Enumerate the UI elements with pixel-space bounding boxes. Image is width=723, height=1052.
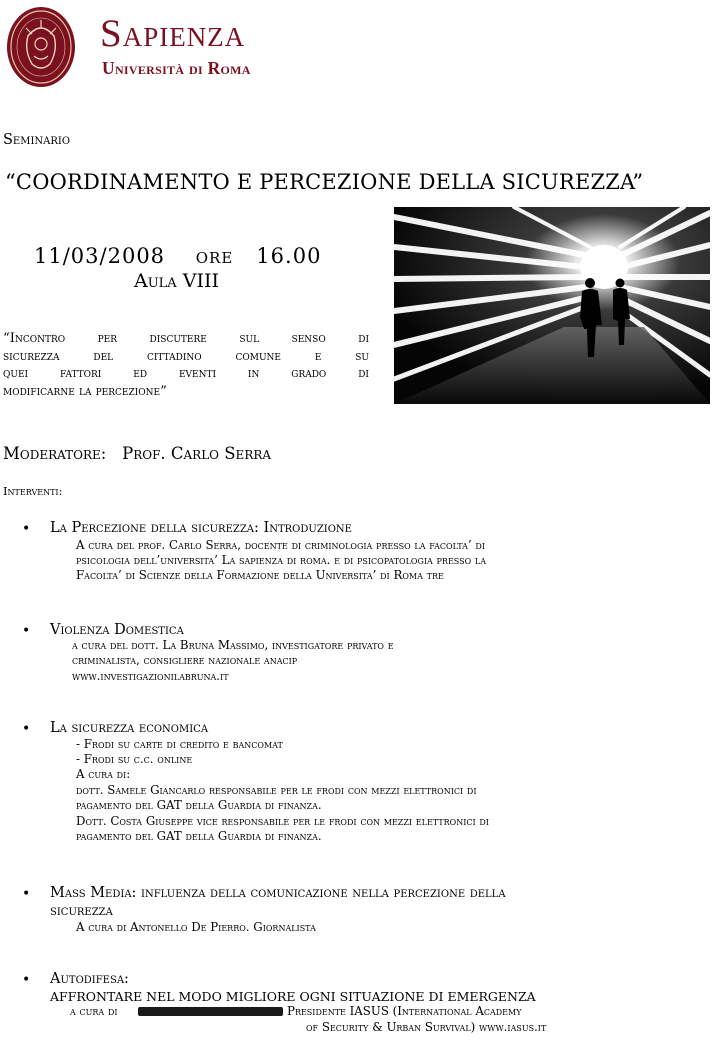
- topic-detail: pagamento del GAT della Guardia di finanza.: [76, 798, 322, 812]
- bullet-icon: •: [22, 721, 31, 737]
- website-link[interactable]: www.investigazionilabruna.it: [72, 669, 229, 683]
- topic-title: Autodifesa:: [50, 971, 129, 987]
- topic-title: AFFRONTARE NEL MODO MIGLIORE OGNI SITUAZIONE DI EMERGENZA: [50, 989, 536, 1004]
- topic-detail: of Security & Urban Survival) www.iasus.it: [306, 1020, 547, 1034]
- topic-detail: a cura di: [70, 1004, 118, 1018]
- description-line: quei fattori ed eventi in grado di: [3, 366, 369, 381]
- event-datetime: 11/03/2008 ore 16.00: [34, 244, 322, 268]
- description-line: sicurezza del cittadino comune e su: [3, 348, 369, 364]
- topic-detail: Dott. Costa Giuseppe vice responsabile per le frodi con mezzi elettronici di: [76, 814, 489, 828]
- topic-title: sicurezza: [50, 903, 113, 919]
- topic-detail: psicologia dell’universita’ La sapienza di roma. e di psicopatologia presso la: [76, 553, 487, 567]
- topic-detail: - Frodi su c.c. online: [76, 752, 193, 766]
- university-subtitle: Università di Roma: [102, 58, 251, 78]
- event-description: [3, 330, 369, 400]
- moderator: Moderatore: Prof. Carlo Serra: [3, 444, 272, 463]
- event-type: Seminario: [3, 132, 71, 148]
- topic-detail: A cura di Antonello De Pierro. Giornalista: [76, 920, 316, 934]
- redacted-name: [138, 1007, 283, 1016]
- bullet-icon: •: [22, 972, 31, 988]
- university-seal-logo: [6, 6, 76, 88]
- topic-detail: Facolta’ di Scienze della Formazione della Universita’ di Roma tre: [76, 568, 444, 582]
- topic-title: Mass Media: influenza della comunicazione nella percezione della: [50, 885, 506, 901]
- topic-title: La sicurezza economica: [50, 720, 209, 736]
- bullet-icon: •: [22, 521, 31, 537]
- topic-detail: dott. Samele Giancarlo responsabile per le frodi con mezzi elettronici di: [76, 783, 477, 797]
- topic-detail: A cura del prof. Carlo Serra, docente di criminologia presso la facolta’ di: [76, 538, 485, 552]
- bullet-icon: •: [22, 623, 31, 639]
- topic-detail: pagamento del GAT della Guardia di finanza.: [76, 829, 322, 843]
- tunnel-photo: [394, 207, 710, 404]
- event-room: Aula VIII: [134, 270, 219, 292]
- topic-detail: a cura del dott. La Bruna Massimo, investigatore privato e: [72, 638, 394, 652]
- topic-detail: Presidente IASUS (International Academy: [287, 1004, 522, 1018]
- topic-detail: - Frodi su carte di credito e bancomat: [76, 737, 283, 751]
- event-title: “COORDINAMENTO E PERCEZIONE DELLA SICUREZZA”: [5, 170, 644, 194]
- topic-title: La Percezione della sicurezza: Introduzione: [50, 520, 352, 536]
- university-name: Sapienza: [100, 12, 246, 55]
- topic-title: Violenza Domestica: [50, 622, 184, 638]
- topic-detail: A cura di:: [76, 767, 131, 781]
- topic-detail: criminalista, consigliere nazionale anacip: [72, 653, 298, 667]
- description-line: “Incontro per discutere sul senso di: [3, 331, 369, 346]
- bullet-icon: •: [22, 886, 31, 902]
- interventi-label: Interventi:: [3, 484, 63, 498]
- description-line: modificarne la percezione”: [3, 383, 167, 399]
